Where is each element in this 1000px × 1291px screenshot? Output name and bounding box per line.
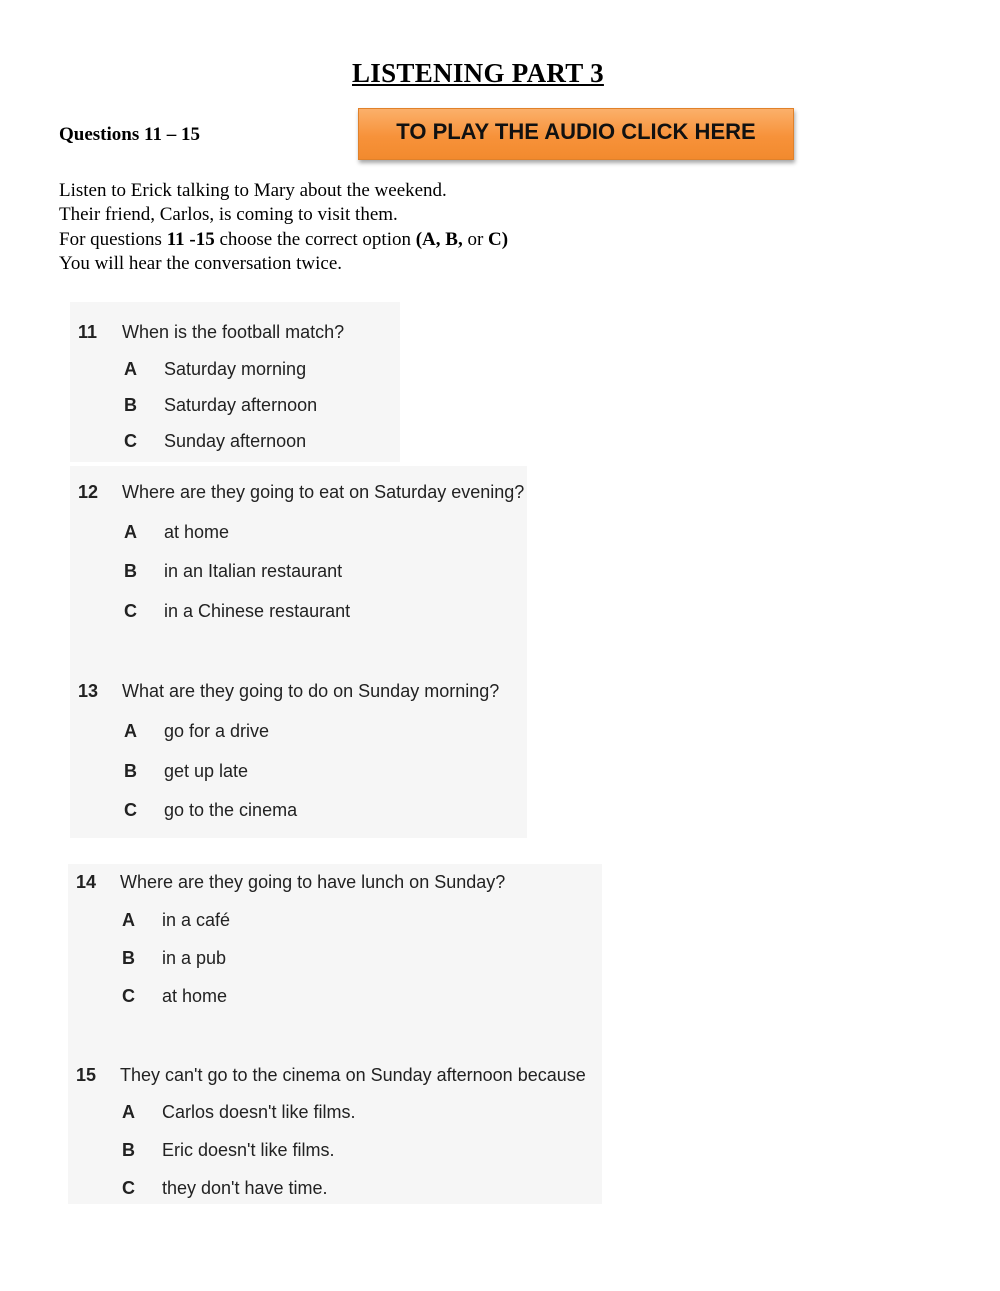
instructions	[59, 179, 508, 276]
question-text: When is the football match?	[122, 322, 345, 342]
option-text: in a café	[162, 910, 231, 930]
option-letter: B	[124, 761, 137, 781]
option-letter: B	[122, 948, 135, 968]
option-text: get up late	[164, 761, 249, 781]
play-audio-button[interactable]: TO PLAY THE AUDIO CLICK HERE	[358, 108, 794, 160]
option-text: go to the cinema	[164, 800, 298, 820]
option-text: Sunday afternoon	[164, 431, 307, 451]
page-title: LISTENING PART 3	[352, 58, 604, 88]
question-text: What are they going to do on Sunday morning?	[122, 681, 500, 701]
option-text: go for a drive	[164, 721, 270, 741]
option-letter: A	[122, 910, 135, 930]
question-text: Where are they going to eat on Saturday evening?	[122, 482, 525, 502]
questions-range-heading: Questions 11 – 15	[59, 124, 200, 145]
option-letter: C	[124, 601, 137, 621]
option-letter: B	[122, 1140, 135, 1160]
option-letter: A	[124, 721, 137, 741]
question-block-14-15	[68, 864, 602, 1204]
option-text: they don't have time.	[162, 1178, 328, 1198]
option-text: Eric doesn't like films.	[162, 1140, 335, 1160]
question-number: 11	[78, 322, 98, 342]
option-letter: C	[124, 431, 137, 451]
question-number: 12	[78, 482, 99, 502]
option-letter: B	[124, 561, 137, 581]
option-text: in a pub	[162, 948, 227, 968]
question-text: Where are they going to have lunch on Sunday?	[120, 872, 506, 892]
option-letter: C	[124, 800, 137, 820]
question-block-11	[70, 302, 400, 462]
instruction-line: Their friend, Carlos, is coming to visit them.	[59, 204, 398, 226]
question-number: 14	[76, 872, 97, 892]
question-number: 15	[76, 1065, 97, 1085]
option-letter: C	[122, 1178, 135, 1198]
option-letter: A	[122, 1102, 135, 1122]
option-text: in a Chinese restaurant	[164, 601, 351, 621]
question-text: They can't go to the cinema on Sunday afternoon because	[120, 1065, 586, 1085]
option-letter: A	[124, 522, 137, 542]
option-text: in an Italian restaurant	[164, 561, 343, 581]
question-number: 13	[78, 681, 99, 701]
instruction-line: You will hear the conversation twice.	[59, 252, 343, 274]
option-text: Saturday afternoon	[164, 395, 318, 415]
option-text: Carlos doesn't like films.	[162, 1102, 356, 1122]
option-letter: A	[124, 359, 137, 379]
option-text: at home	[164, 522, 230, 542]
option-text: at home	[162, 986, 228, 1006]
option-text: Saturday morning	[164, 359, 307, 379]
option-letter: C	[122, 986, 135, 1006]
instruction-line: Listen to Erick talking to Mary about the weekend.	[59, 180, 447, 201]
option-letter: B	[124, 395, 137, 415]
instruction-line: For questions 11 -15 choose the correct option (A, B, or C)	[59, 228, 509, 250]
question-block-12-13	[70, 466, 527, 838]
